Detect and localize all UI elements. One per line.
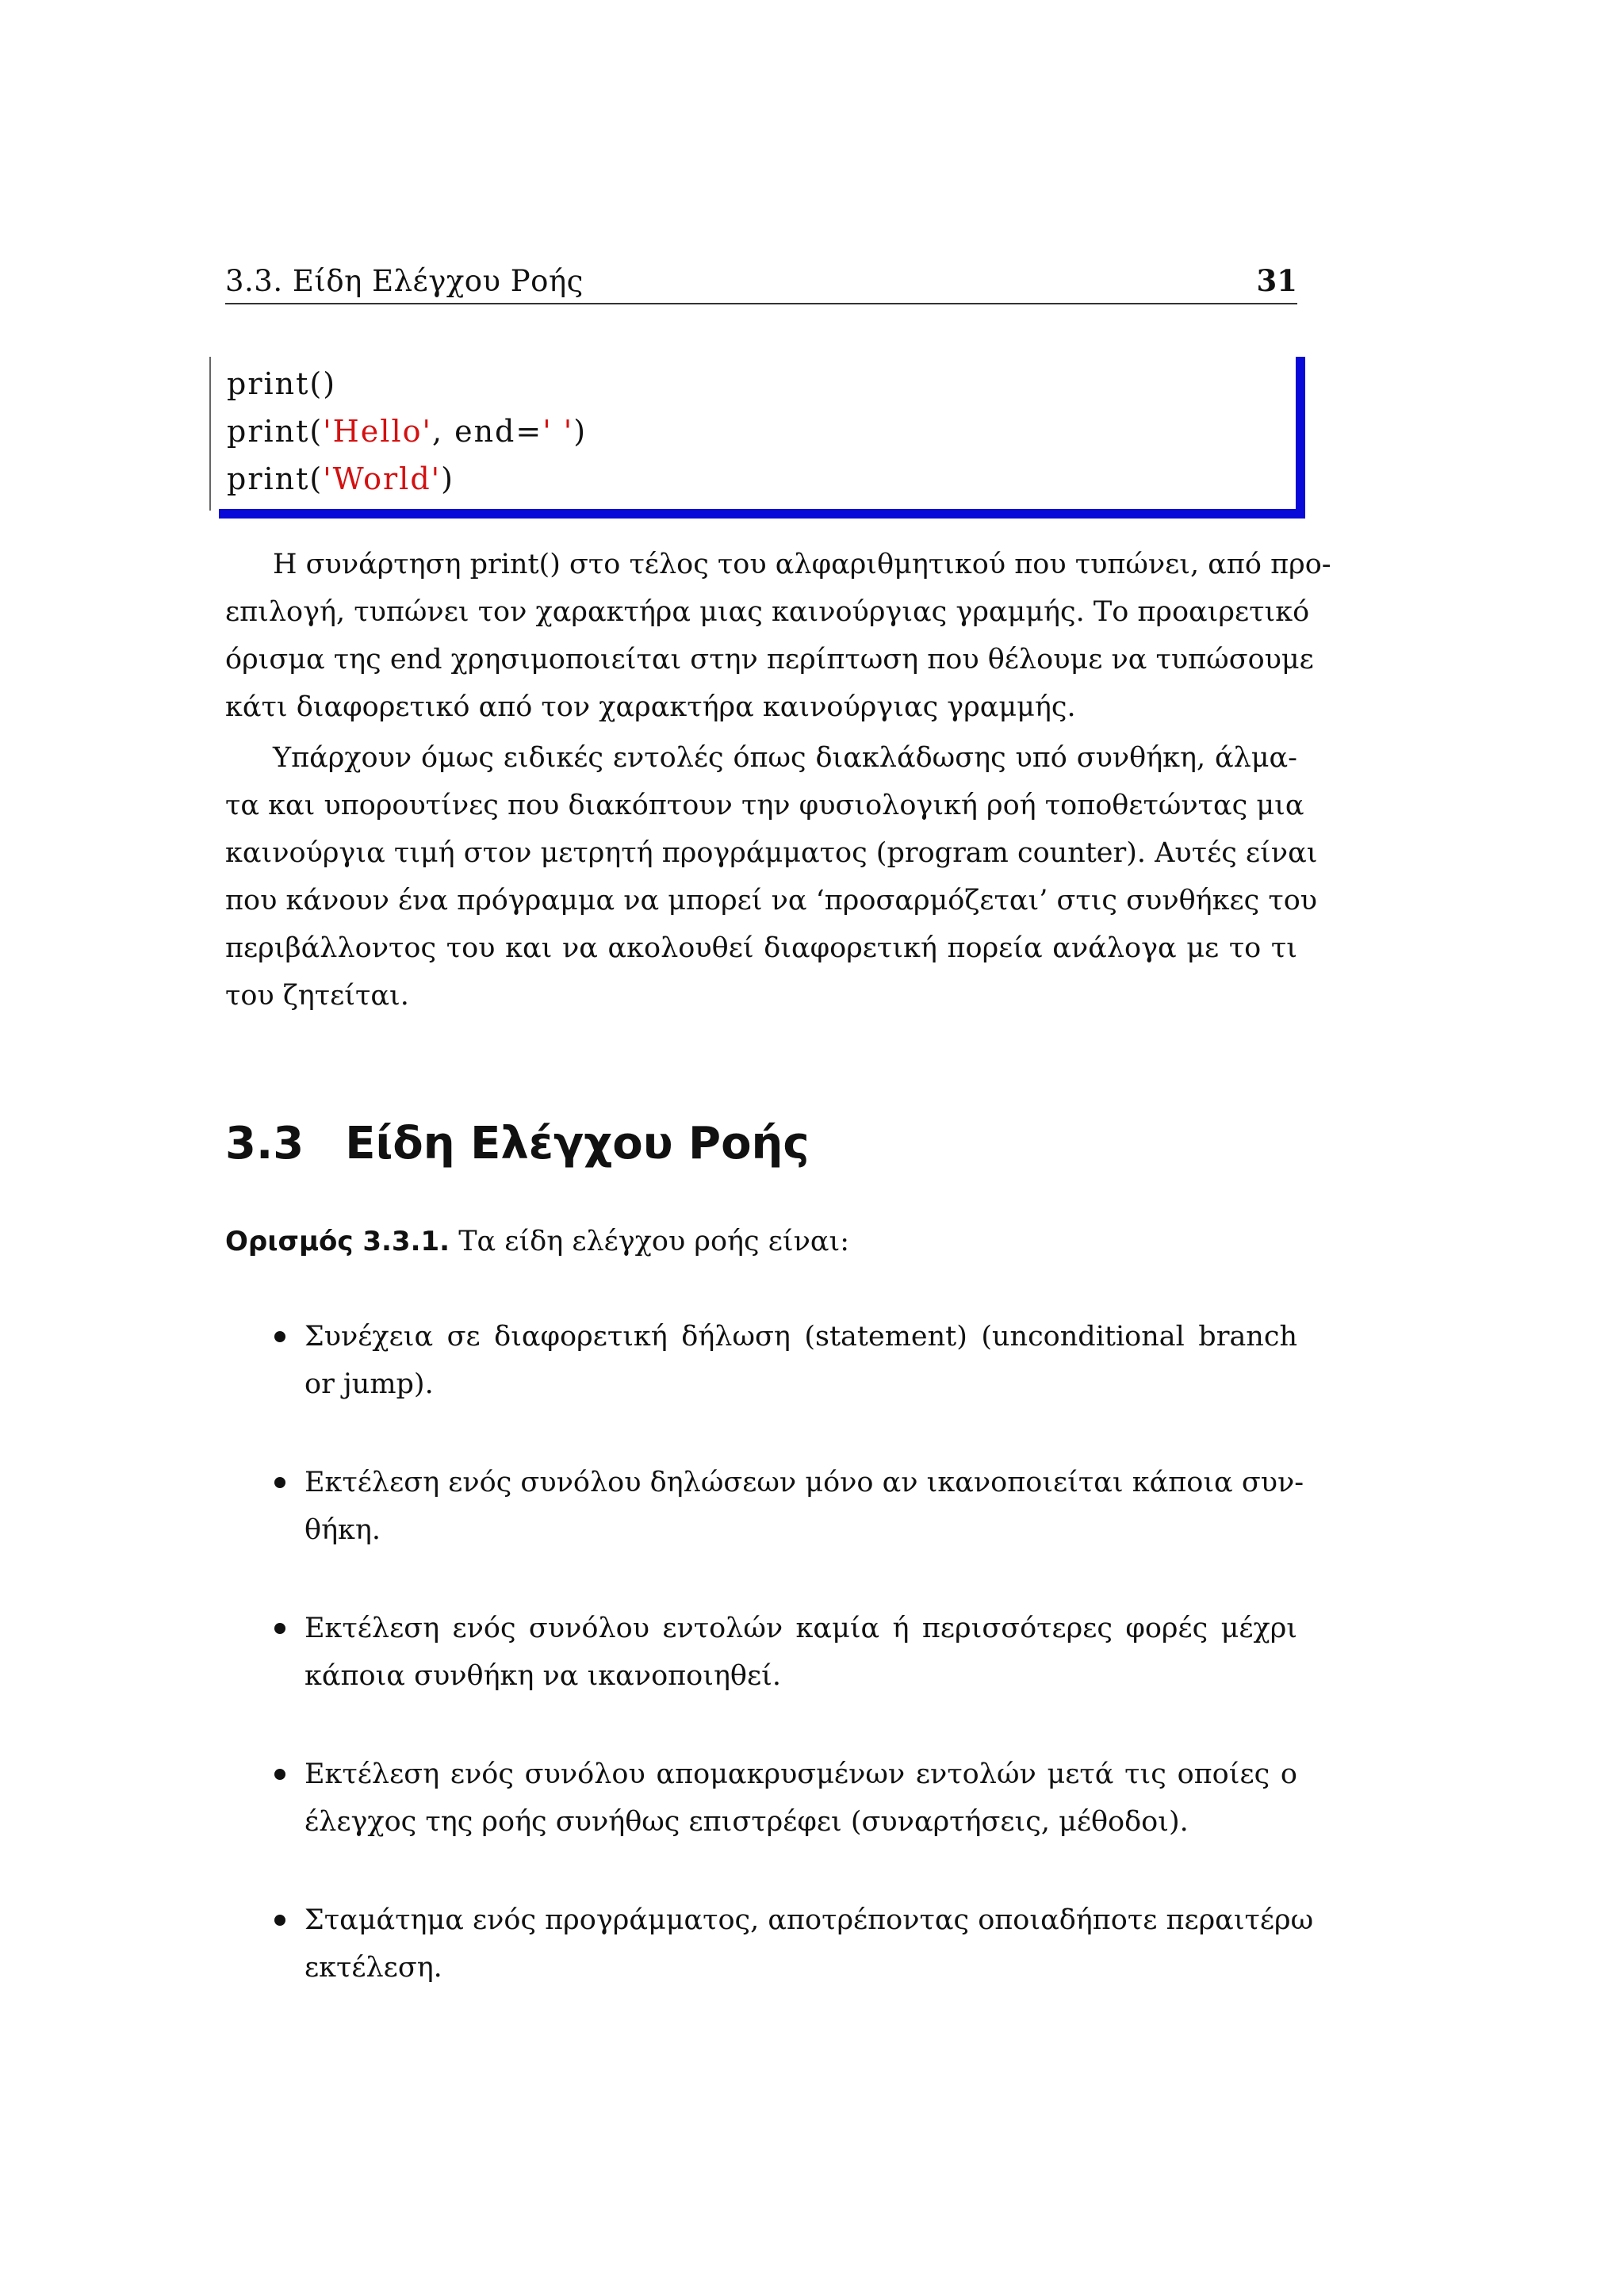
code-line: print() <box>227 366 337 401</box>
list-item-line: θήκη. <box>304 1514 381 1546</box>
bullet-icon <box>274 1477 285 1488</box>
definition-label: Ορισμός 3.3.1. <box>225 1226 450 1257</box>
list-item-line: εκτέλεση. <box>304 1952 442 1984</box>
paragraph-line: του ζητείται. <box>225 980 409 1012</box>
list-item-line: or jump). <box>304 1368 434 1400</box>
section-title: Είδη Ελέγχου Ροής <box>345 1118 810 1169</box>
header-section-reference: 3.3. Είδη Ελέγχου Ροής <box>225 264 584 298</box>
code-string-literal: ' ' <box>542 414 574 449</box>
bullet-icon <box>274 1915 285 1926</box>
section-number: 3.3 <box>225 1118 304 1169</box>
paragraph-control-flow <box>225 734 1318 1020</box>
definition-text: Τα είδη ελέγχου ροής είναι: <box>458 1226 850 1257</box>
paragraph-line: καινούργια τιμή στον μετρητή προγράμματος (program counter). Αυτές είναι <box>225 837 1318 869</box>
bullet-icon <box>274 1623 285 1634</box>
paragraph-line: κάτι διαφορετικό από τον χαρακτήρα καινούργιας γραμμής. <box>225 691 1076 723</box>
list-item-line: Εκτέλεση ενός συνόλου εντολών καμία ή περισσότερες φορές μέχρι <box>304 1613 1297 1644</box>
list-item-line: Εκτέλεση ενός συνόλου απομακρυσμένων εντολών μετά τις οποίες ο <box>304 1758 1297 1790</box>
definition <box>225 1218 849 1265</box>
code-listing <box>209 357 1296 511</box>
paragraph-line: Η συνάρτηση print() στο τέλος του αλφαριθμητικού που τυπώνει, από προ- <box>273 549 1331 580</box>
paragraph-line: τα και υπορουτίνες που διακόπτουν την φυσιολογική ροή τοποθετώντας μια <box>225 790 1304 821</box>
list-item-line: Σταμάτημα ενός προγράμματος, αποτρέποντας οποιαδήποτε περαιτέρω <box>304 1904 1314 1936</box>
running-header <box>225 260 1297 304</box>
paragraph-line: που κάνουν ένα πρόγραμμα να μπορεί να ‘προσαρμόζεται’ στις συνθήκες του <box>225 885 1318 916</box>
list-item-line: κάποια συνθήκη να ικανοποιηθεί. <box>304 1660 781 1692</box>
paragraph-print-explanation <box>225 541 1331 731</box>
section-heading <box>225 1118 810 1169</box>
bullet-icon <box>274 1769 285 1780</box>
paragraph-line: Υπάρχουν όμως ειδικές εντολές όπως διακλάδωσης υπό συνθήκη, άλμα- <box>273 742 1297 774</box>
paragraph-line: επιλογή, τυπώνει τον χαρακτήρα μιας καινούργιας γραμμής. Το προαιρετικό <box>225 596 1310 628</box>
list-item-line: Συνέχεια σε διαφορετική δήλωση (statement) (unconditional branch <box>304 1321 1297 1353</box>
code-line: print('Hello', end=' ') <box>227 414 588 449</box>
code-string-literal: 'World' <box>323 461 442 496</box>
list-item-line: Εκτέλεση ενός συνόλου δηλώσεων μόνο αν ικανοποιείται κάποια συν- <box>304 1467 1304 1498</box>
code-string-literal: 'Hello' <box>323 414 432 449</box>
paragraph-line: περιβάλλοντος του και να ακολουθεί διαφορετική πορεία ανάλογα με το τι <box>225 932 1297 964</box>
page-number: 31 <box>1256 263 1297 298</box>
paragraph-line: όρισμα της end χρησιμοποιείται στην περίπτωση που θέλουμε να τυπώσουμε <box>225 644 1314 675</box>
list-item-line: έλεγχος της ροής συνήθως επιστρέφει (συναρτήσεις, μέθοδοι). <box>304 1806 1189 1838</box>
code-line: print('World') <box>227 461 454 496</box>
bullet-icon <box>274 1331 285 1342</box>
